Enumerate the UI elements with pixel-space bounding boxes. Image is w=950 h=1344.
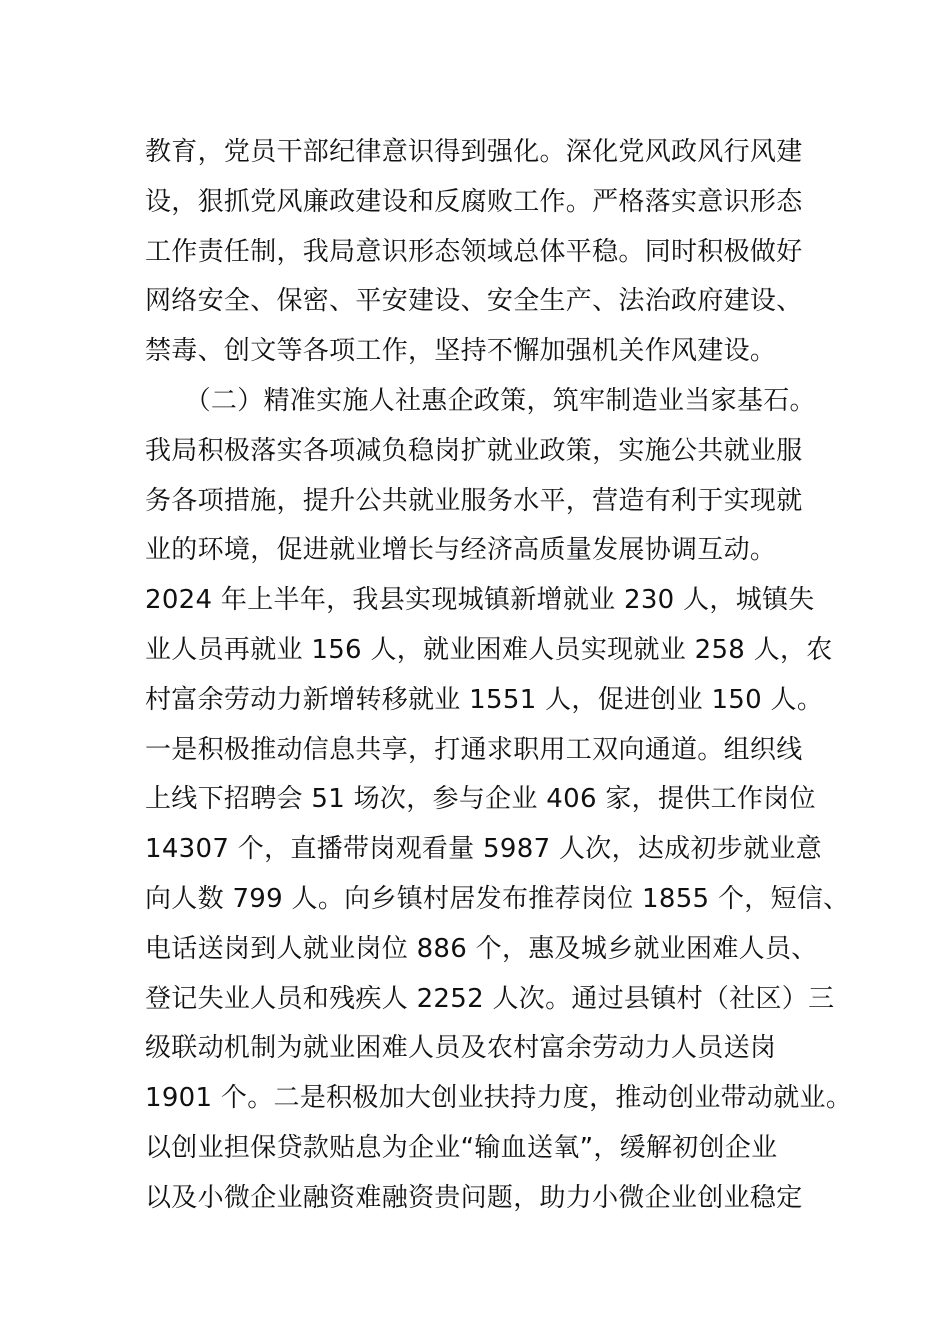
text-line-7: 我局积极落实各项减负稳岗扩就业政策，实施公共就业服 [145,435,803,466]
text-line-21: 以创业担保贷款贴息为企业“输血送氧”，缓解初创企业 [145,1132,778,1163]
text-line-12: 村富余劳动力新增转移就业 1551 人，促进创业 150 人。 [145,684,824,715]
text-line-1: 教育，党员干部纪律意识得到强化。深化党风政风行风建 [145,137,803,167]
text-line-13: 一是积极推动信息共享，打通求职用工双向通道。组织线 [145,734,803,765]
text-line-15: 14307 个，直播带岗观看量 5987 人次，达成初步就业意 [145,834,822,865]
text-line-4: 网络安全、保密、平安建设、安全生产、法治政府建设、 [145,286,803,317]
text-line-10: 2024 年上半年，我县实现城镇新增就业 230 人，城镇失 [145,585,815,616]
text-line-20: 1901 个。二是积极加大创业扶持力度，推动创业带动就业。 [145,1083,853,1114]
text-line-5: 禁毒、创文等各项工作，坚持不懈加强机关作风建设。 [145,336,777,367]
text-line-17: 电话送岗到人就业岗位 886 个，惠及城乡就业困难人员、 [145,933,818,964]
text-line-3: 工作责任制，我局意识形态领域总体平稳。同时积极做好 [145,236,803,267]
text-line-18: 登记失业人员和残疾人 2252 人次。通过县镇村（社区）三 [145,983,835,1014]
section-heading-line: （二）精准实施人社惠企政策，筑牢制造业当家基石。 [145,385,816,416]
text-line-16: 向人数 799 人。向乡镇村居发布推荐岗位 1855 个，短信、 [145,883,850,914]
text-line-22: 以及小微企业融资难融资贵问题，助力小微企业创业稳定 [145,1182,803,1213]
text-line-8: 务各项措施，提升公共就业服务水平，营造有利于实现就 [145,485,803,516]
text-line-2: 设，狠抓党风廉政建设和反腐败工作。严格落实意识形态 [145,186,803,217]
body-text [145,128,853,1224]
text-line-19: 级联动机制为就业困难人员及农村富余劳动力人员送岗 [145,1033,777,1064]
text-line-11: 业人员再就业 156 人，就业困难人员实现就业 258 人，农 [145,634,833,665]
text-line-14: 上线下招聘会 51 场次，参与企业 406 家，提供工作岗位 [145,784,816,815]
text-line-9: 业的环境，促进就业增长与经济高质量发展协调互动。 [145,535,777,566]
